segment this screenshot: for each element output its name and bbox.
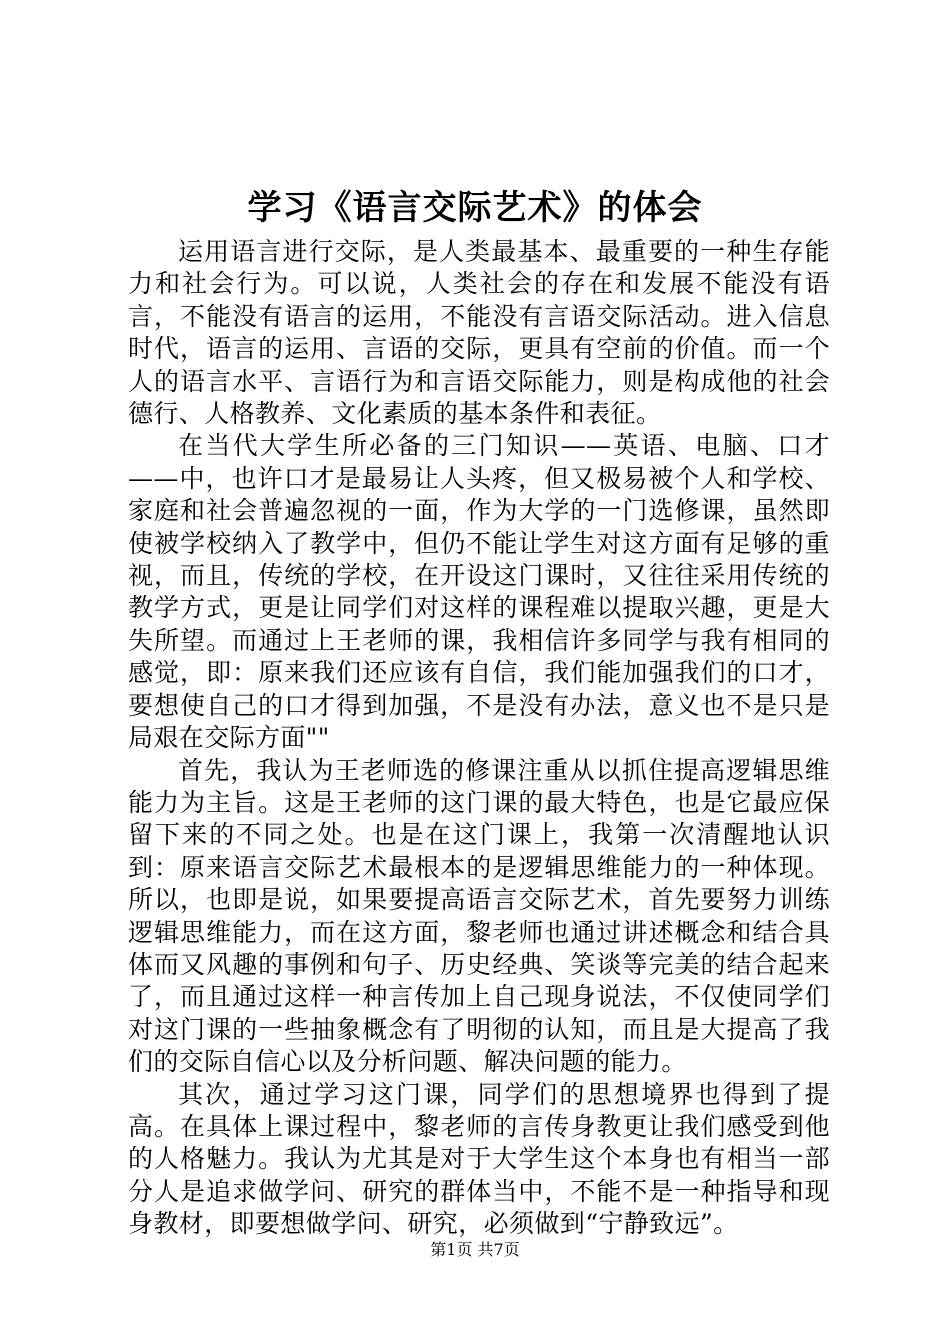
document-body: [128, 236, 830, 1241]
paragraph-3: 首先，我认为王老师选的修课注重从以抓住提高逻辑思维能力为主旨。这是王老师的这门课的最大特色，也是它最应保留下来的不同之处。也是在这门课上，我第一次清醒地认识到：原来语言交际艺术最根本的是逻辑思维能力的一种体现。所以，也即是说，如果要提高语言交际艺术，首先要努力训练逻辑思维能力，而在这方面，黎老师也通过讲述概念和结合具体而又风趣的事例和句子、历史经典、笑谈等完美的结合起来了，而且通过这样一种言传加上自己现身说法，不仅使同学们对这门课的一些抽象概念有了明彻的认知，而且是大提高了我们的交际自信心以及分析问题、解决问题的能力。: [128, 755, 830, 1077]
paragraph-2: 在当代大学生所必备的三门知识——英语、电脑、口才——中，也许口才是最易让人头疼，但又极易被个人和学校、家庭和社会普遍忽视的一面，作为大学的一门选修课，虽然即使被学校纳入了教学中，但仍不能让学生对这方面有足够的重视，而且，传统的学校，在开设这门课时，又往往采用传统的教学方式，更是让同学们对这样的课程难以提取兴趣，更是大失所望。而通过上王老师的课，我相信许多同学与我有相同的感觉，即：原来我们还应该有自信，我们能加强我们的口才，要想使自己的口才得到加强，不是没有办法，意义也不是只是局艰在交际方面"": [128, 431, 830, 753]
paragraph-4: 其次，通过学习这门课，同学们的思想境界也得到了提高。在具体上课过程中，黎老师的言传身教更让我们感受到他的人格魅力。我认为尤其是对于大学生这个本身也有相当一部分人是追求做学问、研究的群体当中，不能不是一种指导和现身教材，即要想做学问、研究，必须做到“宁静致远”。: [128, 1079, 830, 1239]
page-number-footer: 第1页 共7页: [430, 1240, 520, 1259]
document-title: 学习《语言交际艺术》的体会: [247, 188, 703, 228]
paragraph-1: 运用语言进行交际，是人类最基本、最重要的一种生存能力和社会行为。可以说，人类社会的存在和发展不能没有语言，不能没有语言的运用，不能没有言语交际活动。进入信息时代，语言的运用、言语的交际，更具有空前的价值。而一个人的语言水平、言语行为和言语交际能力，则是构成他的社会德行、人格教养、文化素质的基本条件和表征。: [128, 237, 830, 429]
